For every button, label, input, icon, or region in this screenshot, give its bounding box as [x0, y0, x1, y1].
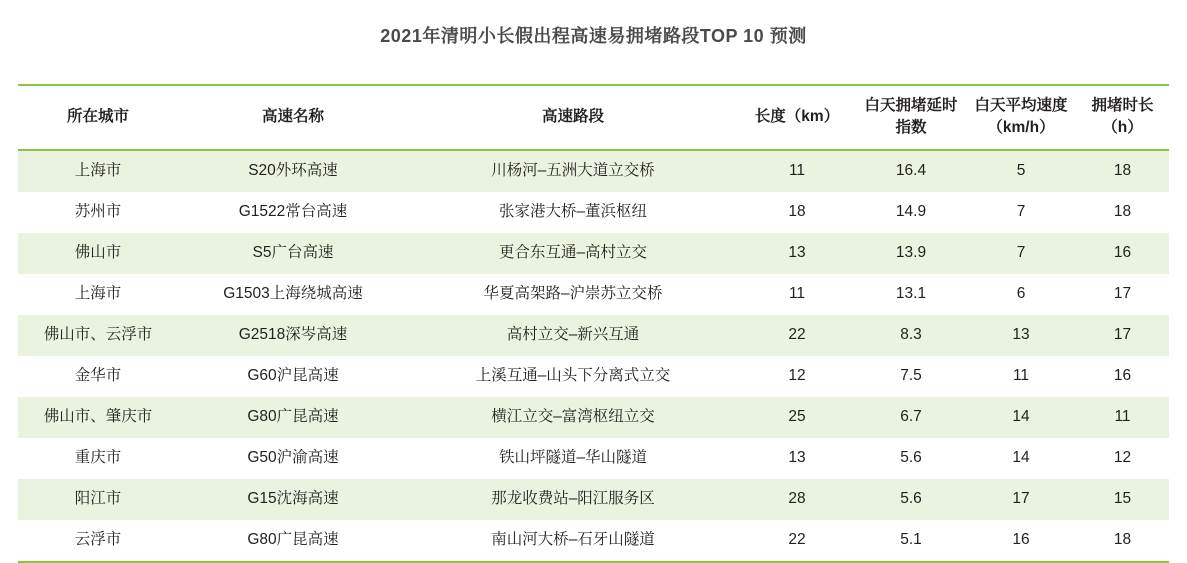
cell-highway-name: S5广台高速: [252, 244, 334, 262]
column-header-length: 长度（km）: [754, 108, 840, 126]
cell-delay-index: 13.9: [895, 244, 927, 262]
column-header-average-speed: 白天平均速度（km/h）: [974, 97, 1068, 137]
cell-city: 云浮市: [74, 531, 122, 549]
cell-highway-name: G15沈海高速: [247, 490, 339, 508]
cell-congestion-duration: 12: [1113, 449, 1132, 467]
cell-highway-segment: 横江立交–富湾枢纽立交: [491, 408, 655, 426]
cell-city: 佛山市、云浮市: [43, 326, 153, 344]
cell-delay-index: 14.9: [895, 203, 927, 221]
cell-highway-segment: 南山河大桥–石牙山隧道: [491, 531, 655, 549]
cell-highway-segment: 高村立交–新兴互通: [506, 326, 640, 344]
cell-delay-index: 5.1: [900, 531, 922, 549]
cell-length: 22: [788, 326, 806, 344]
table-row: [18, 479, 1169, 520]
cell-congestion-duration: 17: [1113, 285, 1132, 303]
cell-average-speed: 17: [1012, 490, 1030, 508]
cell-length: 18: [788, 203, 806, 221]
congestion-forecast-table: [18, 84, 1169, 563]
cell-length: 11: [788, 285, 806, 303]
cell-city: 金华市: [74, 367, 122, 385]
cell-city: 佛山市、肇庆市: [43, 408, 153, 426]
cell-highway-name: G80广昆高速: [247, 408, 339, 426]
table-row: [18, 150, 1169, 192]
cell-average-speed: 5: [1016, 162, 1026, 180]
cell-highway-name: G60沪昆高速: [247, 367, 339, 385]
cell-city: 佛山市: [74, 244, 122, 262]
cell-average-speed: 7: [1016, 244, 1026, 262]
cell-delay-index: 16.4: [895, 162, 927, 180]
cell-delay-index: 7.5: [900, 367, 922, 385]
cell-highway-name: G50沪渝高速: [247, 449, 339, 467]
table-row: [18, 315, 1169, 356]
cell-city: 上海市: [74, 285, 122, 303]
cell-highway-segment: 那龙收费站–阳江服务区: [491, 490, 655, 508]
cell-length: 13: [788, 244, 806, 262]
table-row: [18, 274, 1169, 315]
table-body: [18, 150, 1169, 562]
cell-average-speed: 13: [1012, 326, 1030, 344]
table-row: [18, 233, 1169, 274]
cell-average-speed: 14: [1012, 408, 1030, 426]
cell-highway-segment: 张家港大桥–董浜枢纽: [498, 203, 648, 221]
column-header-city: 所在城市: [66, 108, 129, 126]
column-header-highway-name: 高速名称: [261, 108, 324, 126]
table-row: [18, 397, 1169, 438]
cell-city: 阳江市: [74, 490, 122, 508]
table-row: [18, 520, 1169, 562]
cell-length: 28: [788, 490, 806, 508]
cell-congestion-duration: 18: [1113, 531, 1132, 549]
cell-congestion-duration: 18: [1113, 203, 1132, 221]
cell-length: 22: [788, 531, 806, 549]
column-header-congestion-duration: 拥堵时长（h）: [1091, 97, 1154, 137]
table-head: [18, 85, 1169, 150]
cell-highway-name: G2518深岑高速: [238, 326, 348, 344]
cell-congestion-duration: 11: [1114, 408, 1131, 426]
cell-length: 11: [788, 162, 806, 180]
cell-average-speed: 14: [1012, 449, 1030, 467]
cell-length: 13: [788, 449, 806, 467]
cell-highway-name: G80广昆高速: [247, 531, 339, 549]
cell-congestion-duration: 15: [1113, 490, 1132, 508]
table-row: [18, 438, 1169, 479]
table-row: [18, 192, 1169, 233]
cell-delay-index: 13.1: [895, 285, 927, 303]
cell-length: 12: [788, 367, 806, 385]
cell-delay-index: 8.3: [900, 326, 922, 344]
table-container: [18, 84, 1169, 563]
cell-congestion-duration: 18: [1113, 162, 1132, 180]
cell-highway-segment: 上溪互通–山头下分离式立交: [475, 367, 671, 385]
page-title: 2021年清明小长假出程高速易拥堵路段TOP 10 预测: [380, 26, 807, 46]
column-header-highway-segment: 高速路段: [541, 108, 604, 126]
cell-average-speed: 16: [1012, 531, 1030, 549]
cell-highway-segment: 华夏高架路–沪崇苏立交桥: [483, 285, 663, 303]
cell-highway-name: G1522常台高速: [238, 203, 348, 221]
cell-highway-segment: 川杨河–五洲大道立交桥: [491, 162, 655, 180]
cell-highway-segment: 更合东互通–高村立交: [498, 244, 648, 262]
cell-congestion-duration: 17: [1113, 326, 1132, 344]
cell-length: 25: [788, 408, 806, 426]
table-header-row: [18, 85, 1169, 150]
cell-highway-name: G1503上海绕城高速: [223, 285, 363, 303]
cell-city: 重庆市: [74, 449, 122, 467]
cell-average-speed: 7: [1016, 203, 1026, 221]
cell-delay-index: 6.7: [900, 408, 922, 426]
cell-congestion-duration: 16: [1113, 244, 1132, 262]
column-header-delay-index: 白天拥堵延时指数: [864, 97, 958, 137]
cell-congestion-duration: 16: [1113, 367, 1132, 385]
cell-delay-index: 5.6: [900, 449, 922, 467]
cell-average-speed: 11: [1012, 367, 1030, 385]
cell-city: 上海市: [74, 162, 122, 180]
cell-average-speed: 6: [1016, 285, 1026, 303]
table-row: [18, 356, 1169, 397]
cell-highway-segment: 铁山坪隧道–华山隧道: [498, 449, 648, 467]
cell-city: 苏州市: [74, 203, 122, 221]
cell-delay-index: 5.6: [900, 490, 922, 508]
cell-highway-name: S20外环高速: [248, 162, 338, 180]
